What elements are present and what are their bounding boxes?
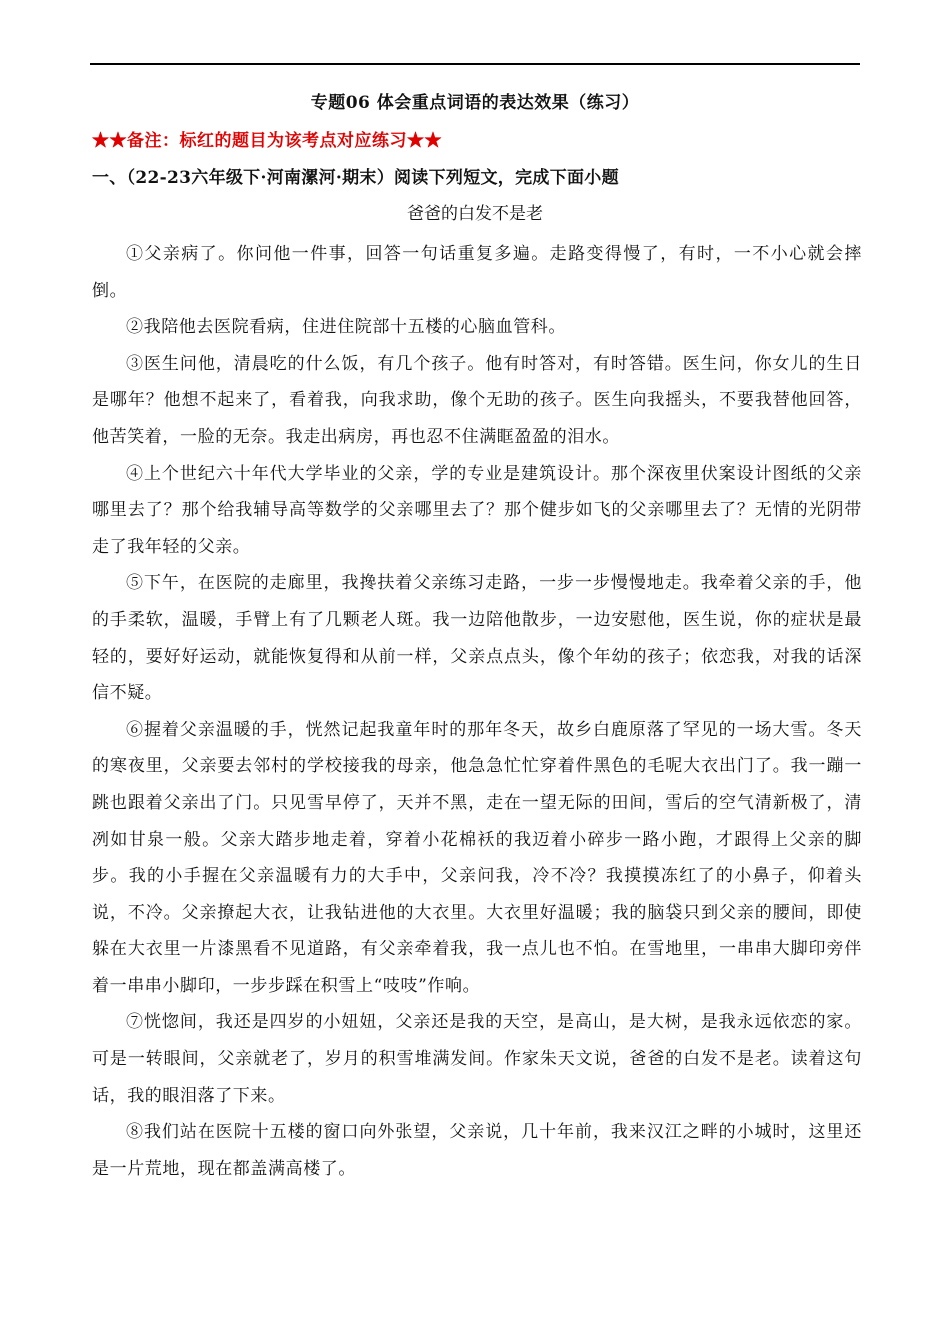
paragraph-6: ⑥握着父亲温暖的手，恍然记起我童年时的那年冬天，故乡白鹿原落了罕见的一场大雪。冬天的寒夜里，父亲要去邻村的学校接我的母亲，他急急忙忙穿着件黑色的毛呢大衣出门了。我一蹦一跳也跟着父亲出了门。只见雪早停了，天并不黑，走在一望无际的田间，雪后的空气清新极了，清冽如甘泉一般。父亲大踏步地走着，穿着小花棉袄的我迈着小碎步一路小跑，才跟得上父亲的脚步。我的小手握在父亲温暖有力的大手中，父亲问我，冷不冷？我摸摸冻红了的小鼻子，仰着头说，不冷。父亲撩起大衣，让我钻进他的大衣里。大衣里好温暖；我的脑袋只到父亲的腰间，即使躲在大衣里一片漆黑看不见道路，有父亲牵着我，我一点儿也不怕。在雪地里，一串串大脚印旁伴着一串串小脚印，一步步踩在积雪上“吱吱”作响。 [92,719,862,996]
paragraph-8: ⑧我们站在医院十五楼的窗口向外张望，父亲说，几十年前，我来汉江之畔的小城时，这里还是一片荒地，现在都盖满高楼了。 [92,1122,862,1179]
article-body [92,236,862,1187]
paragraph-1: ①父亲病了。你问他一件事，回答一句话重复多遍。走路变得慢了，有时，一不小心就会摔倒。 [92,244,862,301]
section-heading: 一、（22-23六年级下·河南漯河·期末）阅读下列短文，完成下面小题 [92,168,619,188]
header-rule [90,63,860,65]
paragraph-2: ②我陪他去医院看病，住进住院部十五楼的心脑血管科。 [126,317,566,338]
document-title: 专题06 体会重点词语的表达效果（练习） [310,93,640,113]
paragraph-4: ④上个世纪六十年代大学毕业的父亲，学的专业是建筑设计。那个深夜里伏案设计图纸的父亲哪里去了？那个给我辅导高等数学的父亲哪里去了？那个健步如飞的父亲哪里去了？无情的光阴带走了我年轻的父亲。 [92,463,862,557]
paragraph-7: ⑦恍惚间，我还是四岁的小妞妞，父亲还是我的天空，是高山，是大树，是我永远依恋的家。可是一转眼间，父亲就老了，岁月的积雪堆满发间。作家朱天文说，爸爸的白发不是老。读着这句话，我的眼泪落了下来。 [92,1012,862,1106]
paragraph-5: ⑤下午，在医院的走廊里，我搀扶着父亲练习走路，一步一步慢慢地走。我牵着父亲的手，他的手柔软，温暖，手臂上有了几颗老人斑。我一边陪他散步，一边安慰他，医生说，你的症状是最轻的，要好好运动，就能恢复得和从前一样，父亲点点头，像个年幼的孩子；依恋我，对我的话深信不疑。 [92,573,862,704]
article-title: 爸爸的白发不是老 [407,204,543,224]
red-note: ★★备注：标红的题目为该考点对应练习★★ [92,131,442,151]
paragraph-3: ③医生问他，清晨吃的什么饭，有几个孩子。他有时答对，有时答错。医生问，你女儿的生日是哪年？他想不起来了，看着我，向我求助，像个无助的孩子。医生向我摇头，不要我替他回答，他苦笑着，一脸的无奈。我走出病房，再也忍不住满眶盈盈的泪水。 [92,353,862,447]
